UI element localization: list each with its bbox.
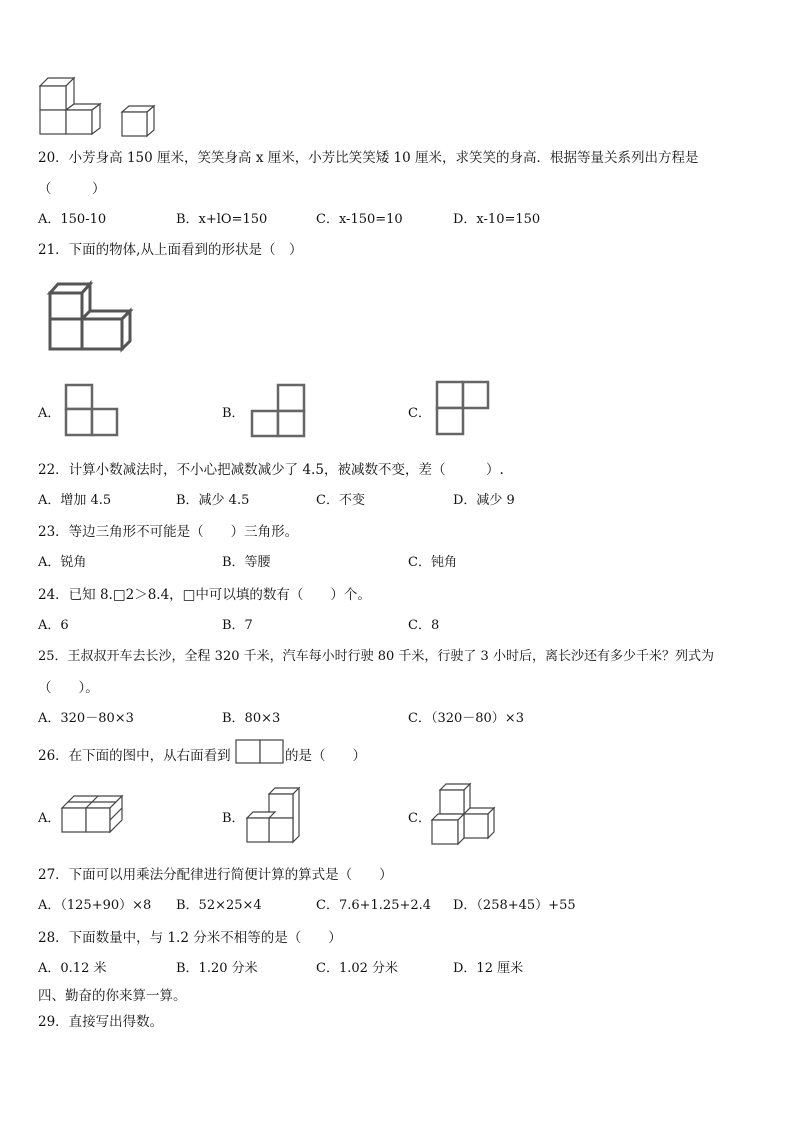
q25-option-b[interactable]: B．80×3	[222, 711, 281, 726]
q22-option-b[interactable]: B．减少 4.5	[176, 493, 250, 508]
q24-option-c[interactable]: C．8	[408, 618, 440, 633]
q26-option-c-figure[interactable]	[430, 780, 498, 846]
top-cube-figure-right	[120, 104, 158, 140]
q22-text: 22．计算小数减法时，不小心把减数减少了 4.5，被减数不变，差（ ）.	[38, 462, 504, 478]
q20-option-a[interactable]: A．150-10	[38, 212, 107, 227]
q20-option-c[interactable]: C．x-150=10	[316, 212, 403, 227]
q23-text: 23．等边三角形不可能是（ ）三角形。	[38, 524, 299, 540]
q22-option-d[interactable]: D．减少 9	[453, 493, 515, 508]
q26-option-c[interactable]: C．	[408, 811, 431, 826]
q20-option-b[interactable]: B．x+lO=150	[176, 212, 268, 227]
q25-option-c[interactable]: C．（320－80）×3	[408, 711, 524, 726]
q24-option-b[interactable]: B．7	[222, 618, 253, 633]
q21-option-a-shape[interactable]	[64, 383, 120, 437]
q25-text: 25．王叔叔开车去长沙，全程 320 千米，汽车每小时行驶 80 千米，行驶了 3 小时后，离长沙还有多少千米？列式为	[38, 649, 714, 664]
q21-option-b-shape[interactable]	[250, 383, 308, 439]
q24-option-a[interactable]: A．6	[38, 618, 69, 633]
section-heading: 四、勤奋的你来算一算。	[38, 988, 187, 1004]
q26-text-after: 的是（ ）	[285, 748, 366, 764]
q20-text: 20．小芳身高 150 厘米，笑笑身高 x 厘米，小芳比笑笑矮 10 厘米，求笑笑的身高．根据等量关系列出方程是	[38, 150, 699, 166]
q26-option-b-figure[interactable]	[245, 784, 305, 844]
q26-option-b[interactable]: B．	[222, 811, 245, 826]
q20-blank: （ ）	[38, 181, 106, 197]
q21-option-a[interactable]: A．	[38, 406, 61, 421]
q23-option-c[interactable]: C．钝角	[408, 555, 457, 570]
q26-option-a[interactable]: A．	[38, 811, 61, 826]
q28-text: 28．下面数量中，与 1.2 分米不相等的是（ ）	[38, 930, 342, 946]
q27-text: 27．下面可以用乘法分配律进行简便计算的算式是（ ）	[38, 867, 393, 883]
q23-option-a[interactable]: A．锐角	[38, 555, 87, 570]
q22-option-c[interactable]: C．不变	[316, 493, 365, 508]
q26-text-before: 26．在下面的图中，从右面看到	[38, 748, 231, 764]
q22-option-a[interactable]: A．增加 4.5	[38, 493, 112, 508]
q29-text: 29．直接写出得数。	[38, 1014, 164, 1030]
q21-option-b[interactable]: B．	[222, 406, 245, 421]
q21-text: 21．下面的物体,从上面看到的形状是（ ）	[38, 242, 303, 258]
q21-option-c-shape[interactable]	[435, 380, 491, 438]
q26-view-shape	[235, 739, 285, 765]
q27-option-a[interactable]: A．（125+90）×8	[38, 898, 152, 913]
q21-object-figure	[46, 281, 136, 355]
q25-blank: （ ）。	[38, 680, 99, 696]
q27-option-c[interactable]: C．7.6+1.25+2.4	[316, 898, 432, 913]
q24-text: 24．已知 8.□2＞8.4，□中可以填的数有（ ）个。	[38, 587, 371, 603]
q28-option-d[interactable]: D．12 厘米	[453, 961, 524, 976]
top-cube-figure-left	[38, 76, 102, 138]
q28-option-c[interactable]: C．1.02 分米	[316, 961, 399, 976]
q27-option-b[interactable]: B．52×25×4	[176, 898, 262, 913]
q21-option-c[interactable]: C．	[408, 406, 431, 421]
q28-option-b[interactable]: B．1.20 分米	[176, 961, 258, 976]
q25-option-a[interactable]: A．320－80×3	[38, 711, 134, 726]
q28-option-a[interactable]: A．0.12 米	[38, 961, 107, 976]
q27-option-d[interactable]: D．（258+45）+55	[453, 898, 576, 913]
q23-option-b[interactable]: B．等腰	[222, 555, 271, 570]
q20-option-d[interactable]: D．x-10=150	[453, 212, 541, 227]
q26-option-a-figure[interactable]	[60, 792, 128, 836]
